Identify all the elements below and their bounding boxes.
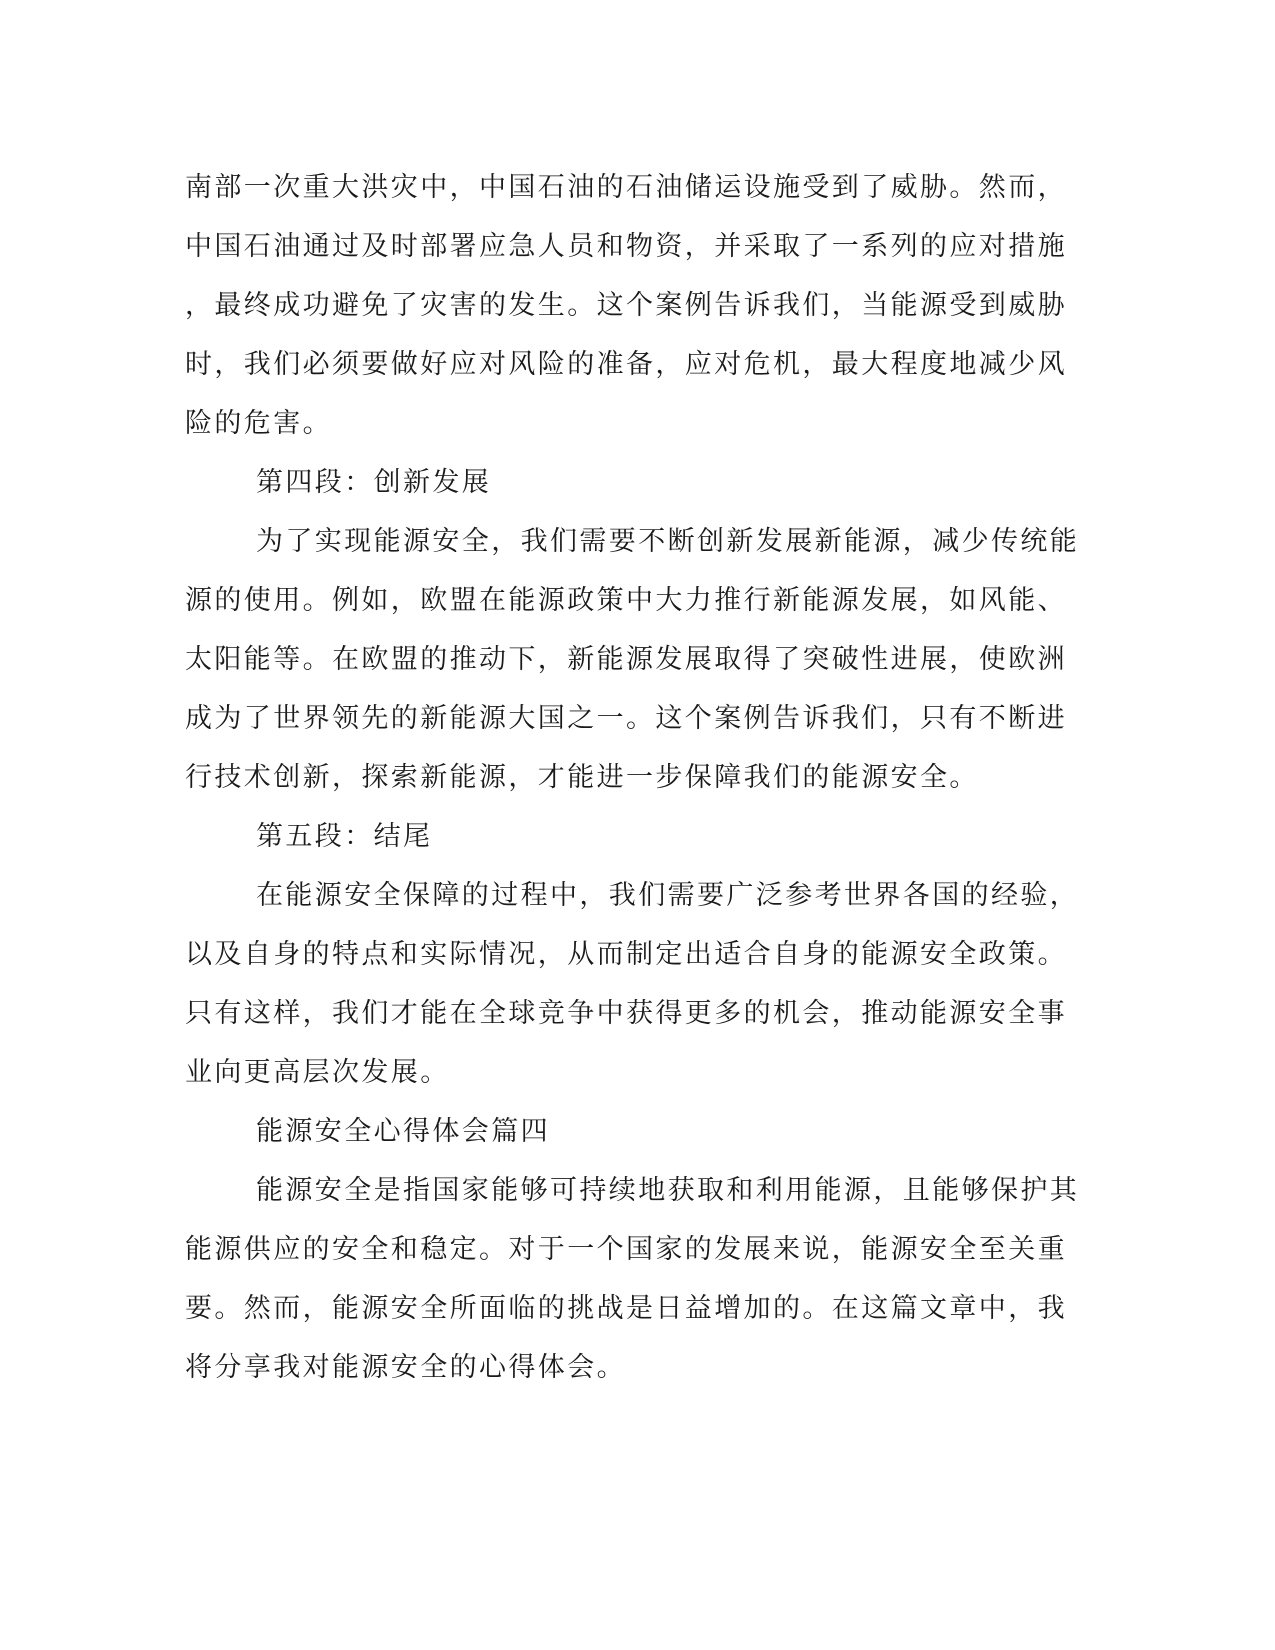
paragraph-intro-4 <box>185 1161 1080 1397</box>
text-line: 在能源安全保障的过程中，我们需要广泛参考世界各国的经验， <box>256 880 1080 911</box>
text-line: 要。然而，能源安全所面临的挑战是日益增加的。在这篇文章中，我 <box>185 1293 1067 1324</box>
heading-line: 第四段：创新发展 <box>256 467 492 498</box>
text-line: ，最终成功避免了灾害的发生。这个案例告诉我们，当能源受到威胁 <box>185 290 1067 321</box>
text-line: 以及自身的特点和实际情况，从而制定出适合自身的能源安全政策。 <box>185 939 1067 970</box>
text-line: 行技术创新，探索新能源，才能进一步保障我们的能源安全。 <box>185 762 979 793</box>
text-line: 为了实现能源安全，我们需要不断创新发展新能源，减少传统能 <box>256 526 1080 557</box>
text-line: 时，我们必须要做好应对风险的准备，应对危机，最大程度地减少风 <box>185 349 1067 380</box>
text-line: 南部一次重大洪灾中，中国石油的石油储运设施受到了威胁。然而， <box>185 172 1067 203</box>
heading-line: 第五段：结尾 <box>256 821 433 852</box>
text-line: 能源安全是指国家能够可持续地获取和利用能源，且能够保护其 <box>256 1175 1080 1206</box>
article-heading-4 <box>185 1102 1045 1161</box>
text-line: 太阳能等。在欧盟的推动下，新能源发展取得了突破性进展，使欧洲 <box>185 644 1067 675</box>
paragraph-flood-case <box>185 158 1067 453</box>
text-line: 险的危害。 <box>185 408 332 439</box>
heading-line: 能源安全心得体会篇四 <box>256 1116 550 1147</box>
text-line: 中国石油通过及时部署应急人员和物资，并采取了一系列的应对措施 <box>185 231 1067 262</box>
text-line: 业向更高层次发展。 <box>185 1057 450 1088</box>
paragraph-innovation <box>185 512 1080 807</box>
text-line: 只有这样，我们才能在全球竞争中获得更多的机会，推动能源安全事 <box>185 998 1067 1029</box>
section-heading-4 <box>185 453 1045 512</box>
document-body <box>185 158 1080 1397</box>
text-line: 将分享我对能源安全的心得体会。 <box>185 1352 626 1383</box>
text-line: 成为了世界领先的新能源大国之一。这个案例告诉我们，只有不断进 <box>185 703 1067 734</box>
section-heading-5 <box>185 807 1045 866</box>
text-line: 能源供应的安全和稳定。对于一个国家的发展来说，能源安全至关重 <box>185 1234 1067 1265</box>
text-line: 源的使用。例如，欧盟在能源政策中大力推行新能源发展，如风能、 <box>185 585 1067 616</box>
paragraph-conclusion <box>185 866 1080 1102</box>
